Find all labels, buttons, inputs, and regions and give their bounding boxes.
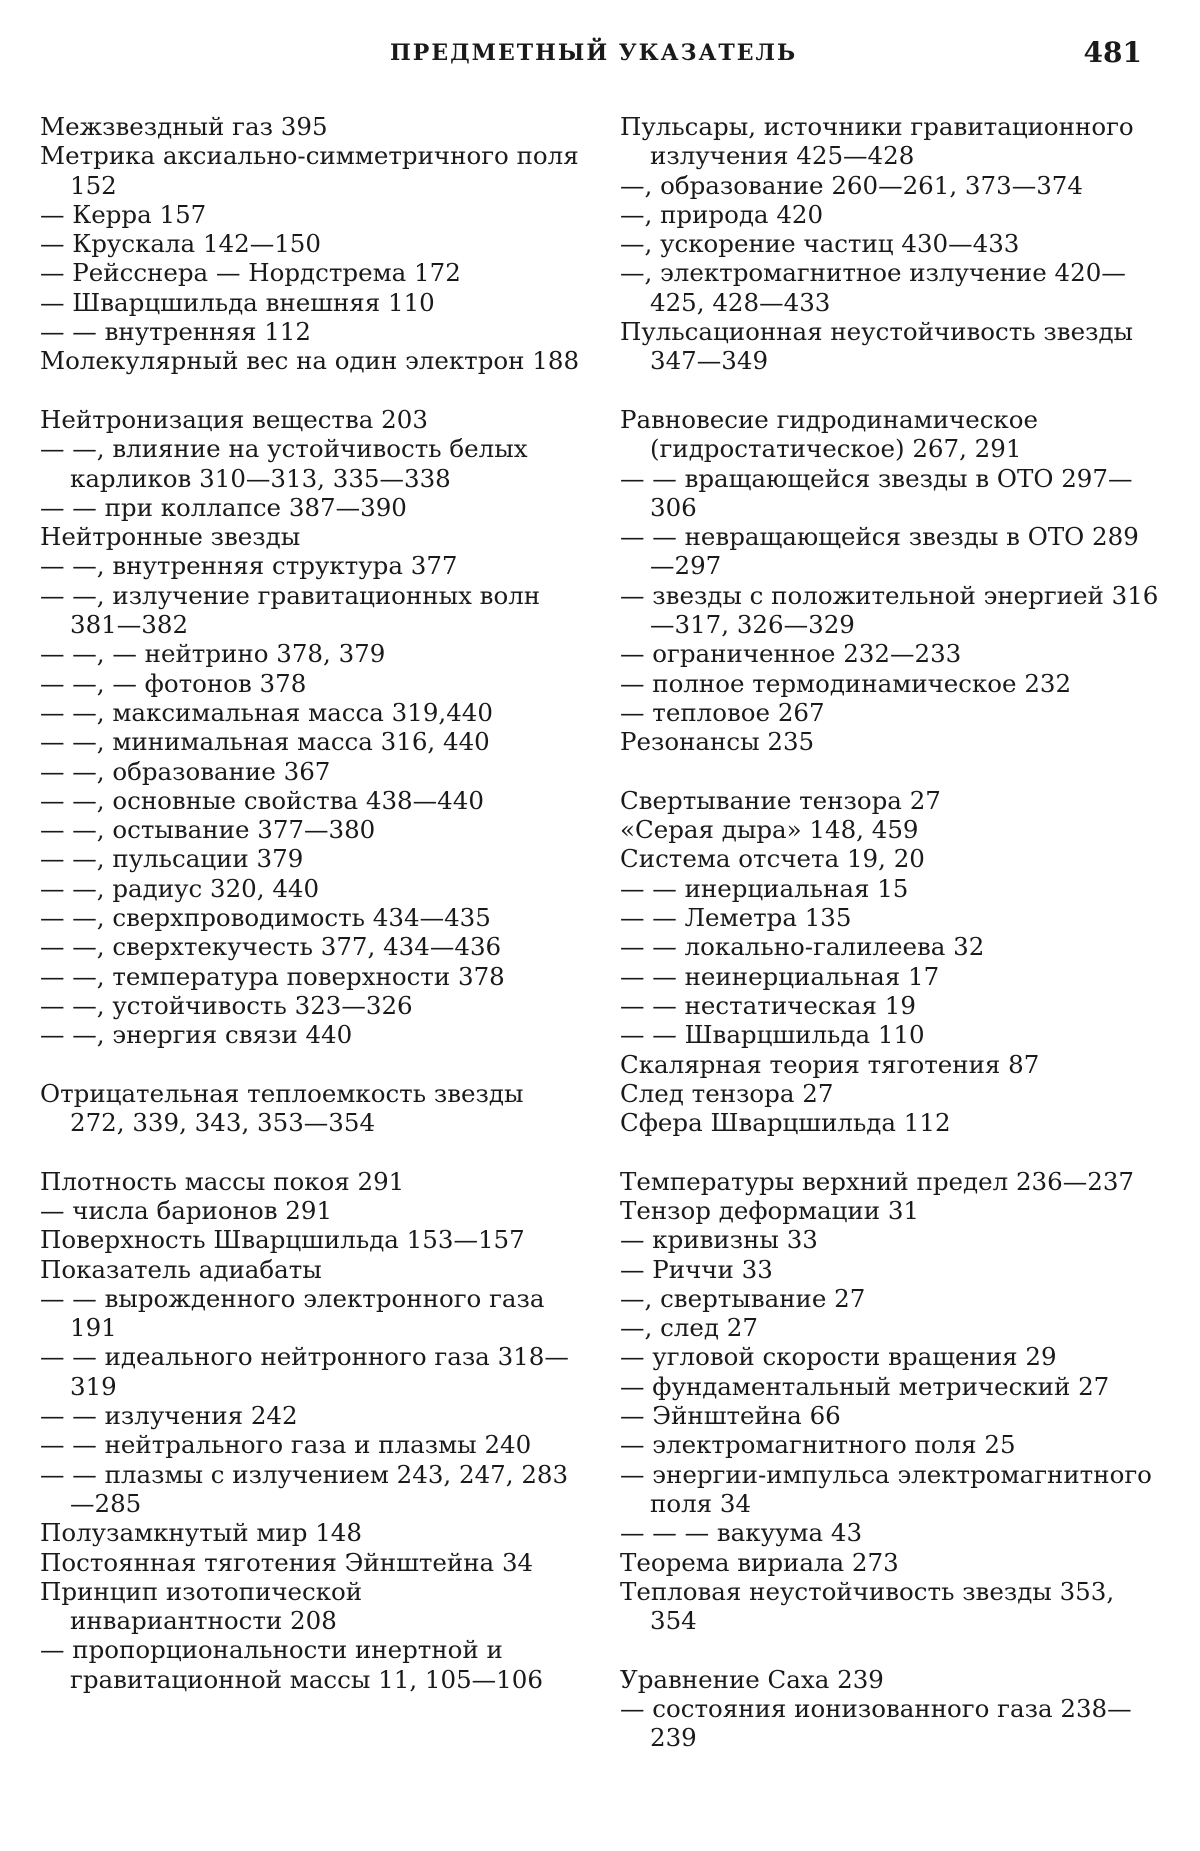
- index-entry: — —, — нейтрино 378, 379: [40, 639, 386, 669]
- index-entry: Постоянная тяготения Эйнштейна 34: [40, 1547, 534, 1577]
- section-gap: [620, 757, 1160, 786]
- index-entry: Принцип изотопической инвариантности 208: [40, 1576, 363, 1636]
- index-entry: — — локально-галилеева 32: [620, 932, 985, 962]
- index-entry: — числа барионов 291: [40, 1195, 333, 1225]
- index-entry: Резонансы 235: [620, 727, 815, 757]
- section-gap: [620, 1635, 1160, 1664]
- page-number: 481: [1083, 36, 1142, 69]
- index-entry: — — нестатическая 19: [620, 990, 916, 1020]
- index-entry: — —, — фотонов 378: [40, 668, 307, 698]
- index-entry: — —, излучение гравитационных волн 381—382: [40, 580, 541, 640]
- index-entry: Молекулярный вес на один электрон 188: [40, 346, 580, 376]
- index-entry: Нейтронизация вещества 203: [40, 404, 428, 434]
- index-entry: — —, сверхтекучесть 377, 434—436: [40, 932, 502, 962]
- index-entry: — — нейтрального газа и плазмы 240: [40, 1430, 532, 1460]
- index-entry: Сфера Шварцшильда 112: [620, 1108, 951, 1138]
- index-entry: — —, радиус 320, 440: [40, 873, 320, 903]
- index-entry: Пульсационная неустойчивость звезды 347—349: [620, 317, 1134, 376]
- index-entry: — пропорциональности инертной и гравитационной массы 11, 105—106: [40, 1635, 543, 1694]
- index-entry: — —, пульсации 379: [40, 844, 304, 874]
- index-entry: — звезды с положительной энергией 316—317, 326—329: [620, 580, 1159, 640]
- section-gap: [620, 376, 1160, 405]
- index-entry: Плотность массы покоя 291: [40, 1166, 405, 1196]
- index-entry: Уравнение Саха 239: [620, 1664, 884, 1694]
- index-column-right: [620, 112, 1160, 1753]
- index-entry: — — Леметра 135: [620, 903, 852, 933]
- index-entry: — —, энергия связи 440: [40, 1020, 353, 1050]
- index-entry: — энергии-импульса электромагнитного поля 34: [620, 1459, 1152, 1518]
- section-gap: [620, 1137, 1160, 1166]
- index-entry: — фундаментальный метрический 27: [620, 1371, 1110, 1401]
- index-entry: Тензор деформации 31: [620, 1195, 919, 1225]
- index-entry: — Рейсснера — Нордстрема 172: [40, 258, 461, 288]
- index-entry: Равновесие гидродинамическое (гидростатическое) 267, 291: [620, 404, 1038, 464]
- index-entry: —, свертывание 27: [620, 1283, 866, 1313]
- index-entry: —, образование 260—261, 373—374: [620, 170, 1083, 200]
- index-entry: — —, влияние на устойчивость белых карликов 310—313, 335—338: [40, 434, 528, 493]
- index-entry: — Эйнштейна 66: [620, 1401, 841, 1431]
- index-entry: Температуры верхний предел 236—237: [620, 1166, 1134, 1196]
- index-entry: — Шварцшильда внешняя 110: [40, 287, 435, 317]
- index-entry: — — инерциальная 15: [620, 873, 909, 903]
- index-entry: — — — вакуума 43: [620, 1518, 863, 1548]
- section-gap: [40, 1050, 580, 1079]
- index-entry: — — идеального нейтронного газа 318—319: [40, 1342, 569, 1401]
- index-entry: — —, остывание 377—380: [40, 815, 376, 845]
- index-entry: — — излучения 242: [40, 1401, 298, 1431]
- index-entry: — — при коллапсе 387—390: [40, 492, 407, 522]
- index-entry: «Серая дыра» 148, 459: [620, 815, 919, 845]
- index-entry: — — вращающейся звезды в ОТО 297—306: [620, 463, 1133, 522]
- index-entry: —, ускорение частиц 430—433: [620, 229, 1020, 259]
- index-entry: — Крускала 142—150: [40, 229, 321, 259]
- section-gap: [40, 1137, 580, 1166]
- index-entry: — —, температура поверхности 378: [40, 961, 505, 991]
- index-entry: Тепловая неустойчивость звезды 353, 354: [620, 1576, 1115, 1636]
- index-entry: — — вырожденного электронного газа 191: [40, 1283, 545, 1343]
- running-head: [0, 36, 1200, 76]
- index-entry: Поверхность Шварцшильда 153—157: [40, 1225, 525, 1255]
- index-entry: — —, образование 367: [40, 756, 331, 786]
- index-entry: — —, максимальная масса 319,440: [40, 697, 493, 727]
- index-entry: — Риччи 33: [620, 1254, 773, 1284]
- index-entry: — —, минимальная масса 316, 440: [40, 727, 490, 757]
- index-entry: — полное термодинамическое 232: [620, 668, 1072, 698]
- index-entry: Свертывание тензора 27: [620, 785, 941, 815]
- index-entry: — электромагнитного поля 25: [620, 1430, 1016, 1460]
- index-entry: — тепловое 267: [620, 697, 825, 727]
- index-entry: — Керра 157: [40, 199, 207, 229]
- index-entry: Скалярная теория тяготения 87: [620, 1049, 1040, 1079]
- index-entry: — состояния ионизованного газа 238—239: [620, 1694, 1132, 1753]
- index-entry: Система отсчета 19, 20: [620, 844, 925, 874]
- index-entry: —, электромагнитное излучение 420—425, 428—433: [620, 258, 1126, 317]
- index-entry: — — плазмы с излучением 243, 247, 283—285: [40, 1459, 569, 1518]
- index-entry: — —, устойчивость 323—326: [40, 990, 413, 1020]
- index-entry: — кривизны 33: [620, 1225, 818, 1255]
- index-entry: Пульсары, источники гравитационного излучения 425—428: [620, 112, 1134, 171]
- index-entry: — — невращающейся звезды в ОТО 289—297: [620, 522, 1139, 581]
- index-entry: Межзвездный газ 395: [40, 112, 328, 141]
- index-entry: — — неинерциальная 17: [620, 961, 940, 991]
- index-entry: —, природа 420: [620, 199, 824, 229]
- index-entry: Отрицательная теплоемкость звезды 272, 339, 343, 353—354: [40, 1078, 524, 1138]
- index-entry: Показатель адиабаты: [40, 1254, 322, 1284]
- index-entry: Метрика аксиально-симметричного поля 152: [40, 141, 579, 200]
- index-entry: — —, сверхпроводимость 434—435: [40, 903, 491, 933]
- index-entry: — ограниченное 232—233: [620, 639, 962, 669]
- index-entry: — — Шварцшильда 110: [620, 1020, 925, 1050]
- index-entry: Нейтронные звезды: [40, 522, 301, 552]
- index-entry: — угловой скорости вращения 29: [620, 1342, 1057, 1372]
- index-entry: — —, основные свойства 438—440: [40, 785, 484, 815]
- index-column-left: [40, 112, 580, 1694]
- index-entry: Теорема вириала 273: [620, 1547, 899, 1577]
- index-entry: Полузамкнутый мир 148: [40, 1518, 362, 1548]
- running-title: ПРЕДМЕТНЫЙ УКАЗАТЕЛЬ: [390, 40, 798, 66]
- index-entry: —, след 27: [620, 1313, 758, 1343]
- index-entry: След тензора 27: [620, 1078, 834, 1108]
- index-entry: — —, внутренняя структура 377: [40, 551, 458, 581]
- index-entry: — — внутренняя 112: [40, 317, 311, 347]
- section-gap: [40, 376, 580, 405]
